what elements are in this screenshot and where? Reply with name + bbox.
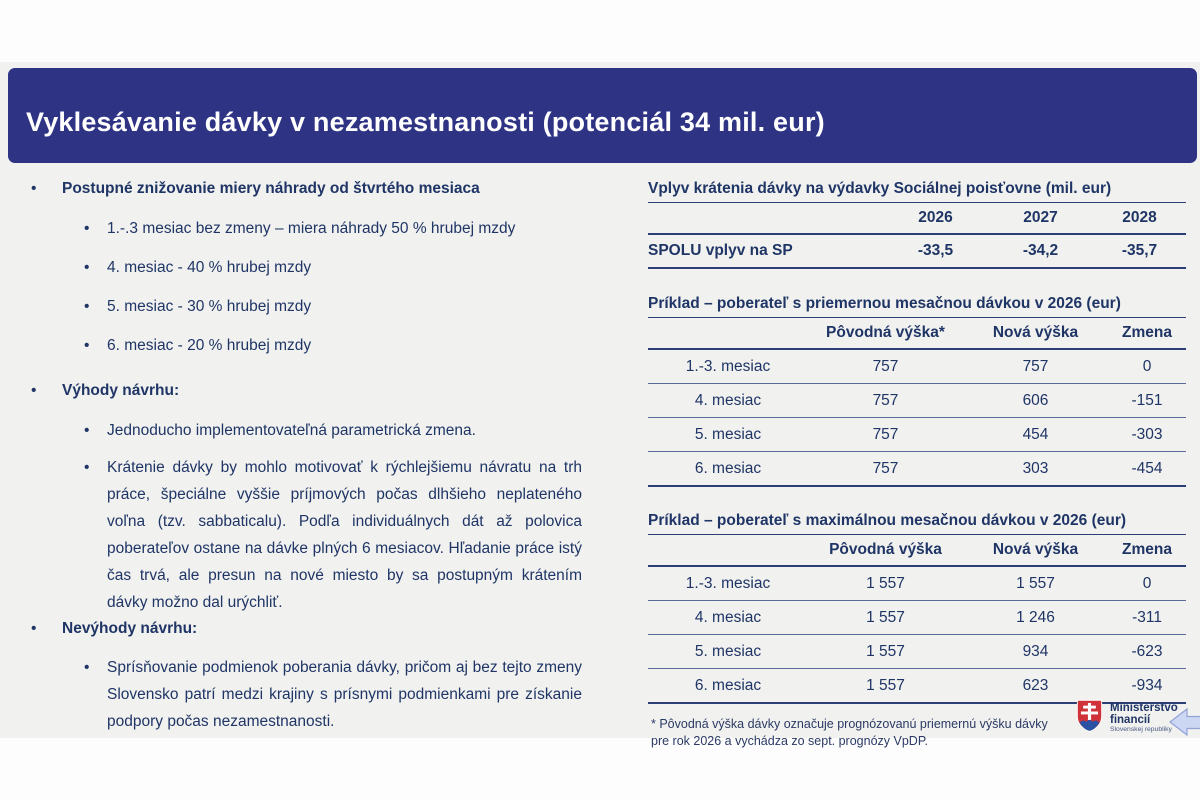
cell-change: -151: [1108, 384, 1186, 418]
cell-change: -303: [1108, 418, 1186, 452]
row-label: 6. mesiac: [648, 452, 808, 487]
slovak-coat-of-arms-icon: [1076, 699, 1103, 738]
cell-original: 1 557: [808, 601, 963, 635]
back-arrow-icon[interactable]: [1169, 704, 1200, 740]
average-benefit-table: [648, 291, 1186, 487]
average-col-change: Zmena: [1108, 318, 1186, 350]
cell-change: -934: [1108, 669, 1186, 704]
bullet-item: • Sprísňovanie podmienok poberania dávky, pričom aj bez tejto zmeny Slovensko patrí medzi krajiny s prísnymi podmienkami pre získanie podpory počas nezamestnanosti.: [0, 654, 582, 735]
table-row: [648, 601, 1186, 635]
cell-change: -454: [1108, 452, 1186, 487]
table-row: [648, 669, 1186, 704]
row-label: 1.-3. mesiac: [648, 349, 808, 384]
cell-original: 757: [808, 418, 963, 452]
maximum-col-change: Zmena: [1108, 535, 1186, 567]
maximum-benefit-table: [648, 508, 1186, 704]
impact-col-blank: [648, 203, 883, 235]
impact-value-2028: -35,7: [1093, 234, 1186, 268]
bullet-list: [0, 179, 582, 735]
footnote: * Pôvodná výška dávky označuje prognózovanú priemernú výšku dávky pre rok 2026 a vychádza zo sept. prognózy VpDP.: [651, 717, 1048, 748]
bullet-item: • 6. mesiac - 20 % hrubej mzdy: [0, 336, 582, 355]
maximum-col-blank: [648, 535, 808, 567]
table-row: [648, 452, 1186, 487]
maximum-col-new: Nová výška: [963, 535, 1108, 567]
bullet-item: • 4. mesiac - 40 % hrubej mzdy: [0, 258, 582, 277]
title-bar: [8, 68, 1197, 163]
cell-new: 606: [963, 384, 1108, 418]
cell-change: -623: [1108, 635, 1186, 669]
average-col-original: Pôvodná výška*: [808, 318, 963, 350]
cell-original: 1 557: [808, 566, 963, 601]
bullet-item: • 5. mesiac - 30 % hrubej mzdy: [0, 297, 582, 316]
impact-col-2026: 2026: [883, 203, 988, 235]
ministry-name: Ministerstvo financií: [1110, 702, 1178, 726]
cell-new: 757: [963, 349, 1108, 384]
average-col-new: Nová výška: [963, 318, 1108, 350]
maximum-table-title: Príklad – poberateľ s maximálnou mesačnou dávkou v 2026 (eur): [648, 508, 1186, 535]
impact-value-2026: -33,5: [883, 234, 988, 268]
cell-original: 1 557: [808, 669, 963, 704]
impact-table-title: Vplyv krátenia dávky na výdavky Sociálnej poisťovne (mil. eur): [648, 176, 1186, 203]
impact-table: [648, 176, 1186, 269]
table-row: [648, 566, 1186, 601]
bullet-heading-disadvantages: • Nevýhody návrhu:: [0, 619, 582, 638]
impact-col-2028: 2028: [1093, 203, 1186, 235]
cell-new: 1 557: [963, 566, 1108, 601]
tables-panel: [648, 176, 1186, 750]
row-label: 6. mesiac: [648, 669, 808, 704]
table-row: [648, 349, 1186, 384]
bullet-item: • 1.-.3 mesiac bez zmeny – miera náhrady 50 % hrubej mzdy: [0, 219, 582, 238]
impact-col-2027: 2027: [988, 203, 1093, 235]
cell-change: 0: [1108, 349, 1186, 384]
impact-row-label: SPOLU vplyv na SP: [648, 234, 883, 268]
row-label: 5. mesiac: [648, 635, 808, 669]
table-row: [648, 384, 1186, 418]
cell-new: 1 246: [963, 601, 1108, 635]
slide-title: Vyklesávanie dávky v nezamestnanosti (potenciál 34 mil. eur): [26, 107, 825, 137]
cell-original: 1 557: [808, 635, 963, 669]
impact-value-2027: -34,2: [988, 234, 1093, 268]
table-row: [648, 635, 1186, 669]
row-label: 4. mesiac: [648, 384, 808, 418]
cell-original: 757: [808, 452, 963, 487]
cell-new: 303: [963, 452, 1108, 487]
ministry-sub-name: Slovenskej republiky: [1110, 726, 1172, 733]
cell-new: 934: [963, 635, 1108, 669]
average-table-title: Príklad – poberateľ s priemernou mesačnou dávkou v 2026 (eur): [648, 291, 1186, 318]
row-label: 1.-3. mesiac: [648, 566, 808, 601]
cell-change: 0: [1108, 566, 1186, 601]
cell-new: 454: [963, 418, 1108, 452]
cell-change: -311: [1108, 601, 1186, 635]
row-label: 4. mesiac: [648, 601, 808, 635]
bullet-item: • Jednoducho implementovateľná parametrická zmena.: [0, 421, 582, 440]
maximum-col-original: Pôvodná výška: [808, 535, 963, 567]
table-row: [648, 234, 1186, 268]
table-row: [648, 418, 1186, 452]
row-label: 5. mesiac: [648, 418, 808, 452]
bullet-item: • Krátenie dávky by mohlo motivovať k rýchlejšiemu návratu na trh práce, špeciálne vyššie príjmových počas dlhšieho neplateného voľna (tzv. sabbaticalu). Podľa individuálnych dát až polovica poberateľov ostane na dávke plných 6 mesiacov. Hľadanie práce istý čas trvá, ale presun na nové miesto by sa postupným krátením dávky možno dal urýchliť.: [0, 454, 582, 616]
cell-original: 757: [808, 349, 963, 384]
bullet-heading-advantages: • Výhody návrhu:: [0, 381, 582, 400]
bullet-heading-reduction: • Postupné znižovanie miery náhrady od štvrtého mesiaca: [0, 179, 582, 198]
cell-original: 757: [808, 384, 963, 418]
cell-new: 623: [963, 669, 1108, 704]
average-col-blank: [648, 318, 808, 350]
